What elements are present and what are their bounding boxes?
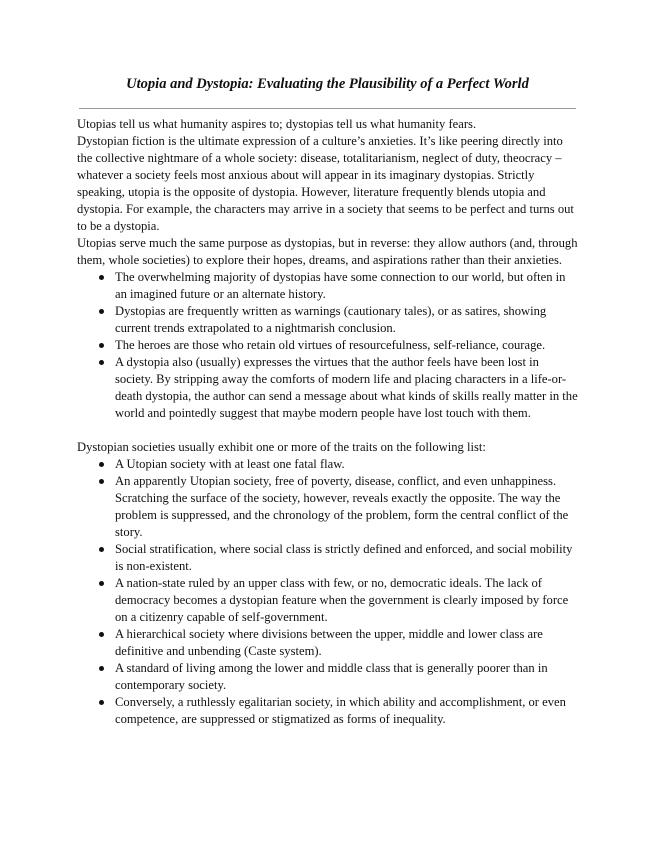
bullet-icon <box>99 479 104 484</box>
list-item-text: A dystopia also (usually) expresses the virtues that the author feels have been lost in society. By stripping away the comforts of modern life and placing characters in a life-or-death dystopia, the author can send a message about what kinds of skills really matter in the world and pointedly suggest that maybe modern people have lost touch with them. <box>115 355 578 420</box>
bullet-icon <box>99 462 104 467</box>
bullet-icon <box>99 360 104 365</box>
list-item <box>115 473 580 541</box>
list-item-text: The heroes are those who retain old virtues of resourcefulness, self-reliance, courage. <box>115 338 546 352</box>
bullet-list-characteristics <box>77 269 580 422</box>
list-item <box>115 660 580 694</box>
list-item-text: A standard of living among the lower and middle class that is generally poorer than in contemporary society. <box>115 661 548 692</box>
list-item <box>115 303 580 337</box>
bullet-icon <box>99 632 104 637</box>
bullet-icon <box>99 343 104 348</box>
list-item <box>115 337 580 354</box>
document-body <box>77 116 580 728</box>
document-title: Utopia and Dystopia: Evaluating the Plausibility of a Perfect World <box>126 76 529 92</box>
list-item <box>115 269 580 303</box>
bullet-list-traits <box>77 456 580 728</box>
list-item-text: A Utopian society with at least one fatal flaw. <box>115 457 345 471</box>
paragraph: Utopias serve much the same purpose as dystopias, but in reverse: they allow authors (and, through them, whole societies) to explore their hopes, dreams, and aspirations rather than their anxieties. <box>77 236 578 267</box>
list-item-text: An apparently Utopian society, free of poverty, disease, conflict, and even unhappiness. Scratching the surface of the society, however, reveals exactly the opposite. The way the problem is suppressed, and the chronology of the problem, form the central conflict of the story. <box>115 474 569 539</box>
bullet-icon <box>99 275 104 280</box>
list-item <box>115 626 580 660</box>
bullet-icon <box>99 700 104 705</box>
bullet-icon <box>99 547 104 552</box>
list-item-text: A nation-state ruled by an upper class with few, or no, democratic ideals. The lack of democracy becomes a dystopian feature when the government is clearly imposed by force on a citizenry capable of self-government. <box>115 576 569 624</box>
list-item <box>115 694 580 728</box>
list-item <box>115 354 580 422</box>
list-item-text: Conversely, a ruthlessly egalitarian society, in which ability and accomplishment, or even competence, are suppressed or stigmatized as forms of inequality. <box>115 695 566 726</box>
bullet-icon <box>99 309 104 314</box>
list-item-text: The overwhelming majority of dystopias have some connection to our world, but often in an imagined future or an alternate history. <box>115 270 566 301</box>
bullet-icon <box>99 666 104 671</box>
paragraph: Utopias tell us what humanity aspires to; dystopias tell us what humanity fears. <box>77 117 477 131</box>
list-item <box>115 575 580 626</box>
list-item-text: Dystopias are frequently written as warnings (cautionary tales), or as satires, showing current trends extrapolated to a nightmarish conclusion. <box>115 304 547 335</box>
list-item-text: A hierarchical society where divisions between the upper, middle and lower class are definitive and unbending (Caste system). <box>115 627 543 658</box>
paragraph: Dystopian fiction is the ultimate expression of a culture’s anxieties. It’s like peering directly into the collective nightmare of a whole society: disease, totalitarianism, neglect of duty, theocracy – whatever a society feels most anxious about will appear in its imaginary dystopias. Strictly speaking, utopia is the opposite of dystopia. However, literature frequently blends utopia and dystopia. For example, the characters may arrive in a society that seems to be perfect and turns out to be a dystopia. <box>77 134 574 233</box>
list-item-text: Social stratification, where social class is strictly defined and enforced, and social mobility is non-existent. <box>115 542 573 573</box>
traits-intro: Dystopian societies usually exhibit one or more of the traits on the following list: <box>77 440 486 454</box>
horizontal-rule <box>79 108 576 109</box>
bullet-icon <box>99 581 104 586</box>
list-item <box>115 541 580 575</box>
list-item <box>115 456 580 473</box>
spacer <box>77 422 580 439</box>
